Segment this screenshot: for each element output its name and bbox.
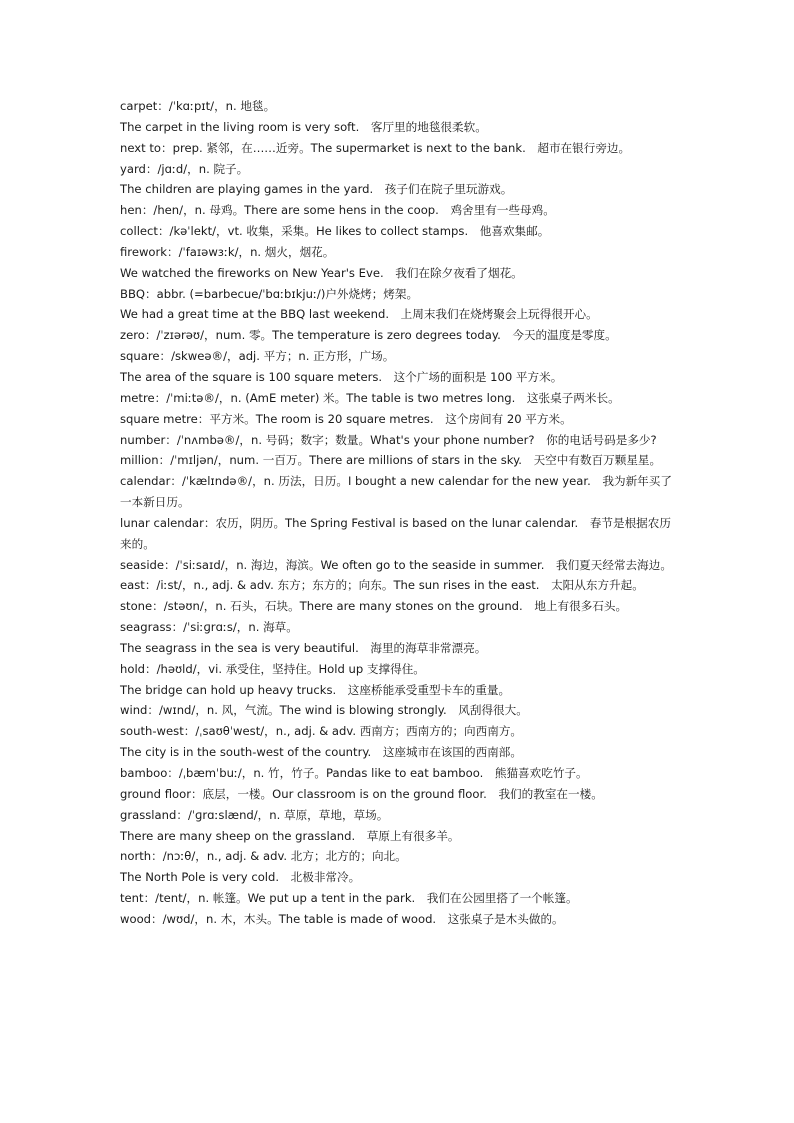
vocab-line: The carpet in the living room is very soft. 客厅里的地毯很柔软。 <box>120 119 487 134</box>
vocab-line: ground floor：底层，一楼。Our classroom is on the ground floor. 我们的教室在一楼。 <box>120 786 603 801</box>
vocab-line: bamboo：/ˌbæmˈbuː/，n. 竹，竹子。Pandas like to eat bamboo. 熊猫喜欢吃竹子。 <box>120 766 588 780</box>
vocab-line: south-west：/ˌsaʊθˈwest/，n., adj. & adv. 西南方；西南方的；向西南方。 <box>120 724 523 739</box>
vocab-line: east：/iːst/，n., adj. & adv. 东方；东方的；向东。The sun rises in the east. 太阳从东方升起。 <box>120 578 644 593</box>
vocab-line: lunar calendar：农历，阴历。The Spring Festival is based on the lunar calendar. 春节是根据农历来的。 <box>120 515 671 551</box>
vocab-line: zero：/ˈzɪərəʊ/，num. 零。The temperature is zero degrees today. 今天的温度是零度。 <box>120 328 617 343</box>
vocab-line: next to：prep. 紧邻，在……近旁。The supermarket is next to the bank. 超市在银行旁边。 <box>120 140 631 155</box>
vocab-line: The city is in the south-west of the country. 这座城市在该国的西南部。 <box>120 745 522 760</box>
vocab-line: The North Pole is very cold. 北极非常冷。 <box>120 870 361 885</box>
vocab-line: metre：/ˈmiːtə®/，n. (AmE meter) 米。The table is two metres long. 这张桌子两米长。 <box>120 390 620 405</box>
vocab-line: The bridge can hold up heavy trucks. 这座桥能承受重型卡车的重量。 <box>120 682 511 697</box>
vocab-line: grassland：/ˈɡrɑːslænd/，n. 草原，草地，草场。 <box>120 807 389 822</box>
vocab-line: The area of the square is 100 square meters. 这个广场的面积是 100 平方米。 <box>120 369 563 384</box>
vocab-line: calendar：/ˈkælɪndə®/，n. 历法，日历。I bought a new calendar for the new year. 我为新年买了一本新日历。 <box>120 474 672 510</box>
vocab-line: hold：/həʊld/，vi. 承受住，坚持住。Hold up 支撑得住。 <box>120 661 425 676</box>
vocab-line: wood：/wʊd/，n. 木，木头。The table is made of wood. 这张桌子是木头做的。 <box>120 911 564 926</box>
vocab-line: wind：/wɪnd/，n. 风，气流。The wind is blowing strongly. 风刮得很大。 <box>120 703 528 718</box>
vocab-line: million：/ˈmɪljən/，num. 一百万。There are millions of stars in the sky. 天空中有数百万颗星星。 <box>120 453 662 468</box>
vocab-line: seaside：/ˈsiːsaɪd/，n. 海边，海滨。We often go to the seaside in summer. 我们夏天经常去海边。 <box>120 557 672 572</box>
vocab-line: The seagrass in the sea is very beautiful. 海里的海草非常漂亮。 <box>120 640 487 655</box>
vocab-line: square：/skweə®/，adj. 平方；n. 正方形，广场。 <box>120 349 395 364</box>
vocab-line: There are many sheep on the grassland. 草原上有很多羊。 <box>120 828 460 843</box>
vocab-line: north：/nɔːθ/，n., adj. & adv. 北方；北方的；向北。 <box>120 849 407 864</box>
vocab-line: BBQ：abbr. (=barbecue/ˈbɑːbɪkjuː/)户外烧烤；烤架。 <box>120 286 419 301</box>
vocab-line: stone：/stəʊn/，n. 石头，石块。There are many stones on the ground. 地上有很多石头。 <box>120 599 628 614</box>
vocab-line: yard：/jɑːd/，n. 院子。 <box>120 161 249 176</box>
vocab-line: square metre：平方米。The room is 20 square metres. 这个房间有 20 平方米。 <box>120 411 572 426</box>
vocab-line: The children are playing games in the yard. 孩子们在院子里玩游戏。 <box>120 182 513 197</box>
vocab-line: We watched the fireworks on New Year's Eve. 我们在除夕夜看了烟花。 <box>120 265 523 280</box>
vocab-line: carpet：/ˈkɑːpɪt/，n. 地毯。 <box>120 99 276 113</box>
vocab-line: firework：/ˈfaɪəwɜːk/，n. 烟火，烟花。 <box>120 244 335 259</box>
vocabulary-list <box>120 96 680 930</box>
vocab-line: We had a great time at the BBQ last weekend. 上周末我们在烧烤聚会上玩得很开心。 <box>120 307 598 322</box>
vocab-line: tent：/tent/，n. 帐篷。We put up a tent in the park. 我们在公园里搭了一个帐篷。 <box>120 891 578 906</box>
vocab-line: collect：/kəˈlekt/，vt. 收集，采集。He likes to collect stamps. 他喜欢集邮。 <box>120 224 550 239</box>
vocab-line: number：/ˈnʌmbə®/，n. 号码；数字；数量。What's your phone number? 你的电话号码是多少? <box>120 432 657 447</box>
vocab-line: seagrass：/ˈsiːɡrɑːs/，n. 海草。 <box>120 620 298 635</box>
vocab-line: hen：/hen/，n. 母鸡。There are some hens in the coop. 鸡舍里有一些母鸡。 <box>120 203 555 218</box>
